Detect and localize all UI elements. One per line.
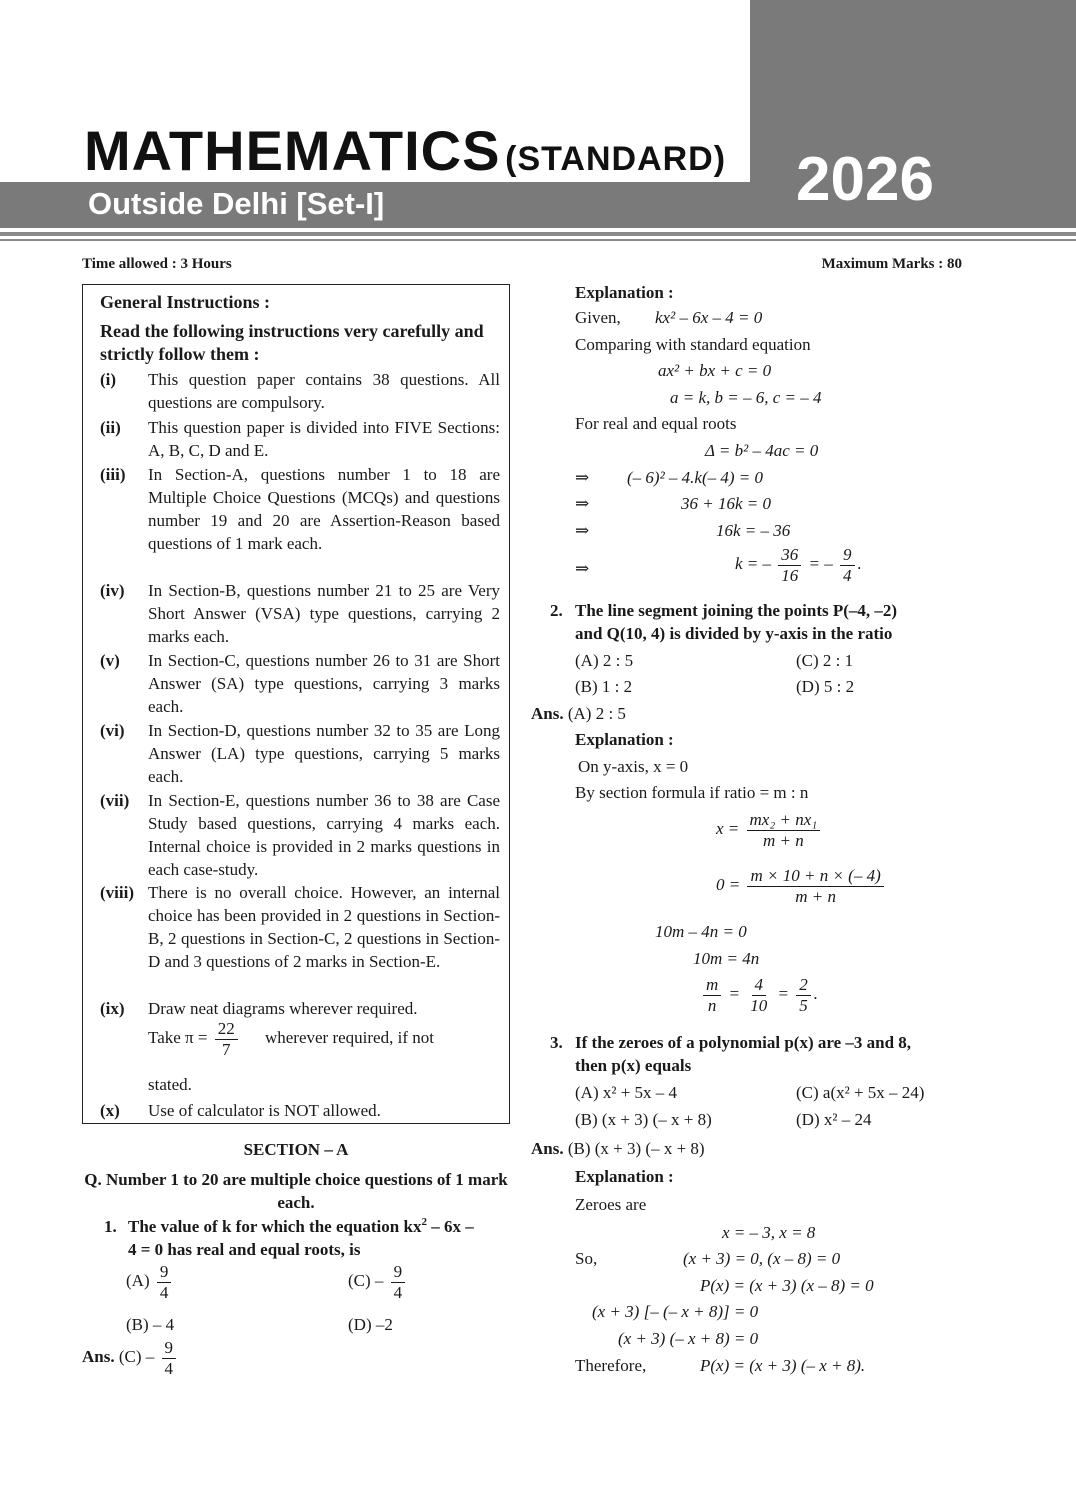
answer-value: (C) –: [118, 1346, 155, 1366]
pi-fraction: [215, 1019, 238, 1059]
exponent: 2: [421, 1216, 427, 1228]
fraction-numerator: 9: [391, 1262, 406, 1283]
q3-answer: [531, 1139, 705, 1159]
pi-text-stated: stated.: [148, 1075, 192, 1094]
instruction-text: This question paper contains 38 questions. All questions are compulsory.: [148, 370, 500, 412]
q3-zeroes-label: Zeroes are: [575, 1195, 647, 1214]
max-marks: Maximum Marks : 80: [821, 256, 962, 272]
q3-option-a: (A) x² + 5x – 4: [575, 1083, 678, 1102]
q1-option-a: [126, 1262, 174, 1302]
fraction-numerator: 2: [796, 975, 811, 996]
fraction-numerator: 9: [162, 1338, 177, 1359]
instruction-num: (iv): [100, 581, 125, 600]
step-middle: = –: [808, 553, 833, 573]
q1-step-3: 16k = – 36: [716, 521, 791, 540]
instruction-text: There is no overall choice. However, an internal choice has been provided in 2 questions in Section-B, 2 questions in Section-C, 2 questions in Section-D and 3 questions of 2 marks in Section-E.: [148, 883, 500, 971]
title-main: MATHEMATICS: [84, 119, 501, 182]
instruction-num: (vii): [100, 791, 130, 810]
fraction-numerator: m: [703, 975, 721, 996]
q2-option-d: (D) 5 : 2: [796, 677, 855, 696]
fraction-denominator: 5: [799, 995, 808, 1015]
step-prefix: k = –: [735, 553, 772, 573]
instruction-num: (iii): [100, 465, 126, 484]
q1-option-d: (D) –2: [348, 1315, 393, 1334]
q3-option-d: (D) x² – 24: [796, 1110, 872, 1129]
q1-std-eq: ax² + bx + c = 0: [658, 361, 772, 380]
q1-text-line1: [128, 1217, 474, 1237]
instruction-num: (ii): [100, 418, 121, 437]
fraction-numerator: 36: [778, 545, 801, 566]
instruction-text: In Section-D, questions number 32 to 35 are Long Answer (LA) type questions, carrying 5 marks each.: [148, 721, 500, 786]
fraction-denominator: 4: [164, 1358, 174, 1378]
q1-text-line2: 4 = 0 has real and equal roots, is: [128, 1240, 361, 1259]
q1-option-b: (B) – 4: [126, 1315, 175, 1334]
q2-text-line2: and Q(10, 4) is divided by y-axis in the ratio: [575, 624, 893, 643]
q2-step-1: 10m – 4n = 0: [655, 922, 747, 941]
answer-fraction: [162, 1338, 177, 1378]
q1-given-eq: kx² – 6x – 4 = 0: [655, 308, 763, 327]
section-a-note: Q. Number 1 to 20 are multiple choice questions of 1 mark each.: [84, 1170, 508, 1212]
instructions-intro: Read the following instructions very carefully and strictly follow them :: [100, 321, 484, 364]
q2-formula-1: [716, 810, 823, 850]
fraction-denominator: n: [707, 995, 717, 1015]
implies-arrow: ⇒: [575, 494, 590, 513]
q3-step-4: (x + 3) [– (– x + 8)] = 0: [592, 1302, 759, 1321]
fraction-denominator: 7: [221, 1039, 231, 1059]
header-rule-top: [0, 232, 1076, 236]
q3-number: 3.: [550, 1033, 563, 1052]
formula-fraction: [747, 866, 883, 906]
formula-fraction: [747, 810, 821, 850]
instruction-text: In Section-A, questions number 1 to 18 are Multiple Choice Questions (MCQs) and questions number 19 and 20 are Assertion-Reason based questions of 1 mark each.: [148, 465, 500, 553]
instruction-num: (viii): [100, 883, 134, 902]
option-label: (A): [126, 1270, 150, 1290]
q3-explanation-label: Explanation :: [575, 1167, 674, 1186]
answer-label: Ans.: [531, 1139, 564, 1158]
header-rule-bottom: [0, 239, 1076, 241]
page-subtitle: Outside Delhi [Set-I]: [88, 186, 385, 221]
q1-step-2: 36 + 16k = 0: [681, 494, 771, 513]
instruction-num: (i): [100, 370, 117, 389]
fraction-numerator: 4: [752, 975, 767, 996]
q2-text-line1: The line segment joining the points P(–4, –2): [575, 601, 898, 620]
q1-discriminant: Δ = b² – 4ac = 0: [705, 441, 819, 460]
instruction-item-9: [100, 997, 500, 1093]
step-fraction: [840, 545, 855, 585]
q3-step-6: P(x) = (x + 3) (– x + 8).: [700, 1356, 866, 1375]
q3-option-c: (C) a(x² + 5x – 24): [796, 1083, 925, 1102]
pi-text-after: wherever required, if not: [264, 1027, 434, 1047]
q3-therefore-label: Therefore,: [575, 1356, 647, 1375]
pi-text-before: Take π =: [148, 1027, 208, 1047]
instructions-heading: General Instructions :: [100, 292, 270, 312]
q2-section-formula: By section formula if ratio = m : n: [575, 783, 809, 802]
instruction-text: In Section-E, questions number 36 to 38 are Case Study based questions, carrying 4 marks each. Internal choice is provided in 2 marks questions in each case-study.: [148, 791, 500, 879]
formula-prefix: x =: [716, 818, 740, 838]
fraction-numerator: 9: [840, 545, 855, 566]
q2-step-2: 10m = 4n: [693, 949, 760, 968]
title-sub: (STANDARD): [505, 140, 727, 178]
answer-value: (B) (x + 3) (– x + 8): [567, 1139, 705, 1158]
q1-step-4: k = – $\frac{36}{16}$ = – $\frac{9}{4}$ .: [735, 545, 862, 585]
step-fraction: [796, 975, 811, 1015]
instruction-text: In Section-C, questions number 26 to 31 are Short Answer (SA) type questions, carrying 3 marks each.: [148, 651, 500, 716]
q2-on-y-axis: On y-axis, x = 0: [578, 757, 689, 776]
section-a-title: SECTION – A: [243, 1140, 349, 1159]
fraction-numerator: 22: [215, 1019, 238, 1040]
fraction-denominator: 4: [393, 1282, 403, 1302]
implies-arrow: ⇒: [575, 559, 590, 578]
page-title: [84, 118, 726, 183]
q1-given-label: Given,: [575, 308, 621, 327]
q1-coeffs: a = k, b = – 6, c = – 4: [670, 388, 822, 407]
fraction-denominator: 16: [781, 565, 799, 585]
step-fraction: [778, 545, 801, 585]
q3-so-label: So,: [575, 1249, 598, 1268]
instruction-text: In Section-B, questions number 21 to 25 are Very Short Answer (VSA) type questions, carrying 2 marks each.: [148, 581, 500, 646]
option-fraction: [157, 1262, 172, 1302]
q1-number: 1.: [104, 1217, 117, 1236]
fraction-denominator: 4: [159, 1282, 169, 1302]
q1-step-1: (– 6)² – 4.k(– 4) = 0: [627, 468, 764, 487]
q3-step-1: x = – 3, x = 8: [722, 1223, 816, 1242]
q3-step-2: (x + 3) = 0, (x – 8) = 0: [683, 1249, 841, 1268]
instruction-text: This question paper is divided into FIVE Sections: A, B, C, D and E.: [148, 418, 500, 460]
instruction-num: (x): [100, 1101, 120, 1120]
q2-number: 2.: [550, 601, 563, 620]
formula-prefix: 0 =: [716, 874, 741, 894]
step-fraction: [703, 975, 721, 1015]
q1-answer: [82, 1338, 179, 1378]
q2-explanation-label: Explanation :: [575, 730, 674, 749]
option-label: (C) –: [348, 1270, 384, 1290]
instruction-num: (vi): [100, 721, 125, 740]
q1-text-b: – 6x –: [431, 1217, 474, 1236]
implies-arrow: ⇒: [575, 468, 590, 487]
option-fraction: [391, 1262, 406, 1302]
q1-compare: Comparing with standard equation: [575, 335, 811, 354]
instruction-text: Draw neat diagrams wherever required.: [148, 999, 418, 1018]
implies-arrow: ⇒: [575, 521, 590, 540]
q2-option-c: (C) 2 : 1: [796, 651, 854, 670]
fraction-denominator: m + n: [762, 830, 804, 850]
q2-step-3: $\frac{m}{n}$ = $\frac{4}{10}$ = $\frac{2}{5}$ .: [700, 975, 818, 1015]
q2-option-a: (A) 2 : 5: [575, 651, 634, 670]
answer-value: (A) 2 : 5: [567, 704, 626, 723]
pi-line: [148, 1019, 500, 1059]
q2-formula-2: [716, 866, 887, 906]
q3-option-b: (B) (x + 3) (– x + 8): [575, 1110, 712, 1129]
instruction-num: (v): [100, 651, 120, 670]
q1-real-roots: For real and equal roots: [575, 414, 737, 433]
fraction-numerator: mx₂ + nx₁: [747, 810, 821, 831]
q3-text-line1: If the zeroes of a polynomial p(x) are –3 and 8,: [575, 1033, 912, 1052]
fraction-denominator: 10: [750, 995, 768, 1015]
q2-answer: [531, 704, 626, 724]
instruction-num: (ix): [100, 999, 125, 1018]
q2-option-b: (B) 1 : 2: [575, 677, 633, 696]
step-fraction: [747, 975, 770, 1015]
answer-label: Ans.: [531, 704, 564, 723]
answer-label: Ans.: [82, 1346, 115, 1366]
q1-text-a: The value of k for which the equation kx: [128, 1217, 422, 1236]
q3-step-5: (x + 3) (– x + 8) = 0: [618, 1329, 759, 1348]
instruction-text: Use of calculator is NOT allowed.: [148, 1101, 381, 1120]
fraction-numerator: m × 10 + n × (– 4): [747, 866, 883, 887]
fraction-numerator: 9: [157, 1262, 172, 1283]
q1-explanation-label: Explanation :: [575, 283, 674, 302]
q1-option-c: [348, 1262, 408, 1302]
fraction-denominator: 4: [843, 565, 852, 585]
time-allowed: Time allowed : 3 Hours: [82, 256, 232, 272]
year-label: 2026: [796, 145, 934, 214]
q3-text-line2: then p(x) equals: [575, 1056, 692, 1075]
q3-step-3: P(x) = (x + 3) (x – 8) = 0: [700, 1276, 874, 1295]
fraction-denominator: m + n: [795, 886, 836, 906]
